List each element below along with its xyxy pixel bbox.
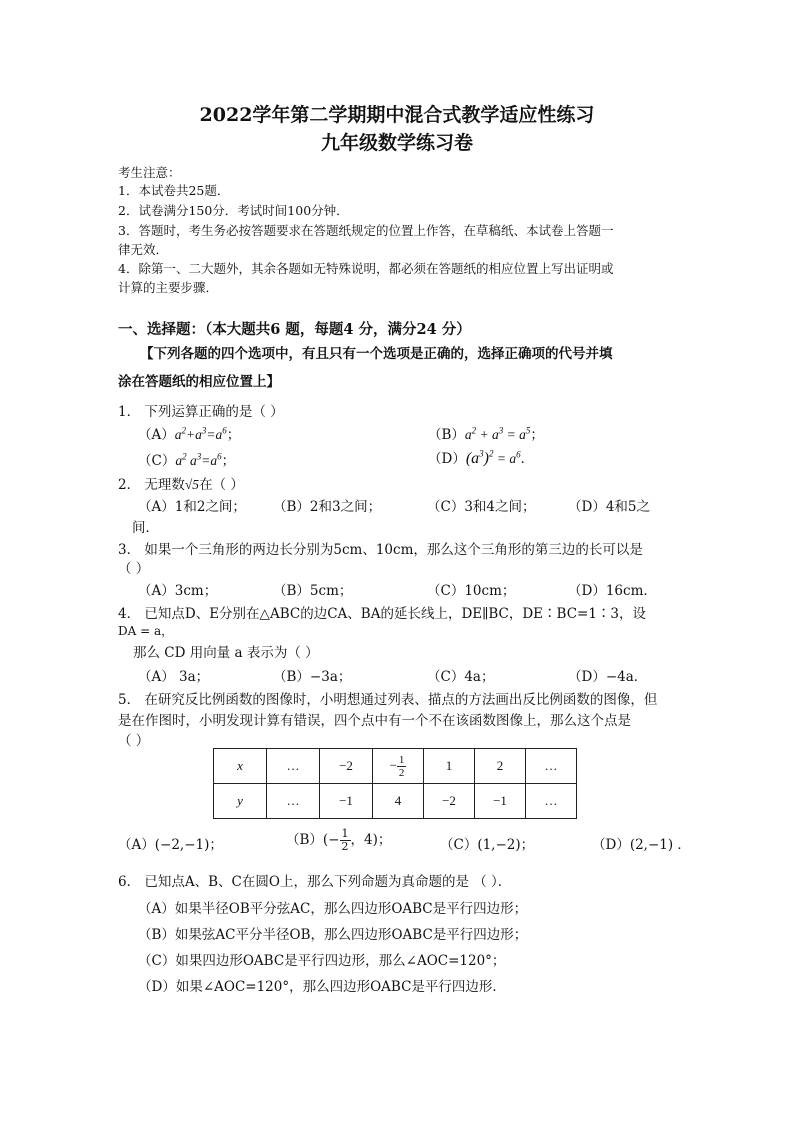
exam-subtitle: 九年级数学练习卷 bbox=[320, 132, 473, 154]
table-cell: −1 bbox=[320, 784, 373, 819]
question-5-paren: （ ） bbox=[118, 733, 150, 749]
table-cell: … bbox=[526, 784, 577, 819]
question-3-stem: 3． 如果一个三角形的两边长分别为5cm、10cm，那么这个三角形的第三边的长可以是 bbox=[118, 542, 643, 558]
note-item: 计算的主要步骤． bbox=[118, 280, 219, 295]
section-heading: 一、选择题：（本大题共6 题，每题4 分，满分24 分） bbox=[118, 321, 471, 338]
function-value-table bbox=[213, 748, 577, 819]
sqrt5-expression: √5 bbox=[184, 477, 200, 492]
q1-option-d: $(D)(a^3)^2 = a^6$． bbox=[428, 448, 535, 467]
table-cell: −1 bbox=[475, 784, 526, 819]
table-cell: −2 bbox=[424, 784, 475, 819]
question-5-stem: 是在作图时，小明发现计算有错误，四个点中有一个不在该函数图像上，那么这个点是 bbox=[118, 713, 631, 729]
q2-option-d: （D）4和5之 bbox=[568, 499, 651, 515]
question-4-prompt: 那么 CD 用向量 a 表示为（ ） bbox=[133, 645, 319, 661]
question-5-stem: 5． 在研究反比例函数的图像时，小明想通过列表、描点的方法画出反比例函数的图像，但 bbox=[118, 692, 658, 708]
q1-option-c: $(C)a^2$ $a^3=a^6$； bbox=[138, 451, 236, 469]
q3-option-b: （B）5cm； bbox=[273, 583, 353, 599]
note-item: 3．答题时，考生务必按答题要求在答题纸规定的位置上作答，在草稿纸、本试卷上答题一 bbox=[118, 223, 614, 238]
note-item: 律无效． bbox=[118, 242, 169, 257]
q6-option-d: （D）如果∠AOC=120°，那么四边形OABC是平行四边形． bbox=[138, 979, 506, 995]
q5-option-a: （A）(−2,−1)； bbox=[118, 837, 223, 853]
table-cell: 1 bbox=[424, 749, 475, 784]
q2-option-d-continued: 间． bbox=[132, 520, 159, 536]
q3-option-d: （D）16cm． bbox=[568, 583, 657, 599]
q2-option-b: （B）2和3之间； bbox=[273, 499, 382, 515]
question-2-stem: 2． 无理数√5在（ ） bbox=[118, 477, 244, 493]
table-row-x bbox=[214, 749, 577, 784]
exam-title: 2022学年第二学期期中混合式教学适应性练习 bbox=[199, 104, 595, 126]
q6-option-b: （B）如果弦AC平分半径OB，那么四边形OABC是平行四边形； bbox=[138, 927, 528, 943]
q4-option-c: （C）4a； bbox=[427, 669, 495, 685]
table-cell: −2 bbox=[320, 749, 373, 784]
table-cell: … bbox=[526, 749, 577, 784]
section-instruction: 【下列各题的四个选项中，有且只有一个选项是正确的，选择正确项的代号并填 bbox=[140, 346, 613, 362]
table-row-y bbox=[214, 784, 577, 819]
table-cell: y bbox=[214, 784, 267, 819]
question-3-paren: （ ） bbox=[118, 561, 150, 577]
question-6-stem: 6． 已知点A、B、C在圆O上，那么下列命题为真命题的是 （ ）． bbox=[118, 874, 512, 890]
q2-option-c: （C）3和4之间； bbox=[427, 499, 536, 515]
note-item: 2．试卷满分150分．考试时间100分钟． bbox=[118, 203, 349, 218]
note-item: 4．除第一、二大题外，其余各题如无特殊说明，都必须在答题纸的相应位置上写出证明或 bbox=[118, 261, 614, 276]
table-cell: 2 bbox=[475, 749, 526, 784]
q5-option-d: （D）(2,−1) ． bbox=[592, 837, 691, 853]
q3-option-a: （A）3cm； bbox=[138, 583, 218, 599]
q6-option-c: （C）如果四边形OABC是平行四边形，那么∠AOC=120°； bbox=[138, 953, 506, 969]
table-cell: … bbox=[267, 749, 320, 784]
notes-title: 考生注意： bbox=[118, 165, 181, 180]
q5-option-c: （C）(1,−2)； bbox=[440, 837, 535, 853]
table-cell-fraction: − $\frac{1}{2}$ bbox=[373, 749, 424, 784]
table-cell: … bbox=[267, 784, 320, 819]
q1-option-b: $(B)a^2 + a^3 = a^5$； bbox=[428, 425, 544, 443]
q6-option-a: （A）如果半径OB平分弦AC，那么四边形OABC是平行四边形； bbox=[138, 901, 528, 917]
question-1-stem: 1． 下列运算正确的是（ ） bbox=[118, 404, 284, 420]
section-instruction: 涂在答题纸的相应位置上】 bbox=[118, 374, 280, 390]
note-item: 1．本试卷共25题． bbox=[118, 183, 230, 198]
q3-option-c: （C）10cm； bbox=[427, 583, 516, 599]
q5-option-b: （B）(− $\frac{1}{2}$ ，4)； bbox=[286, 827, 392, 853]
question-4-vector-definition: DA = a， bbox=[118, 624, 174, 638]
q2-option-a: （A）1和2之间； bbox=[138, 499, 246, 515]
table-cell: x bbox=[214, 749, 267, 784]
table-cell: 4 bbox=[373, 784, 424, 819]
q4-option-d: （D）−4a． bbox=[568, 669, 648, 685]
q1-option-a: $(A)a^2+a^3=a^6$； bbox=[138, 425, 241, 443]
q4-option-b: （B）−3a； bbox=[273, 669, 352, 685]
question-4-stem: 4． 已知点D、E分别在△ABC的边CA、BA的延长线上，DE∥BC，DE∶BC=1∶3，设 bbox=[118, 606, 647, 622]
q4-option-a: （A） 3a； bbox=[138, 669, 210, 685]
